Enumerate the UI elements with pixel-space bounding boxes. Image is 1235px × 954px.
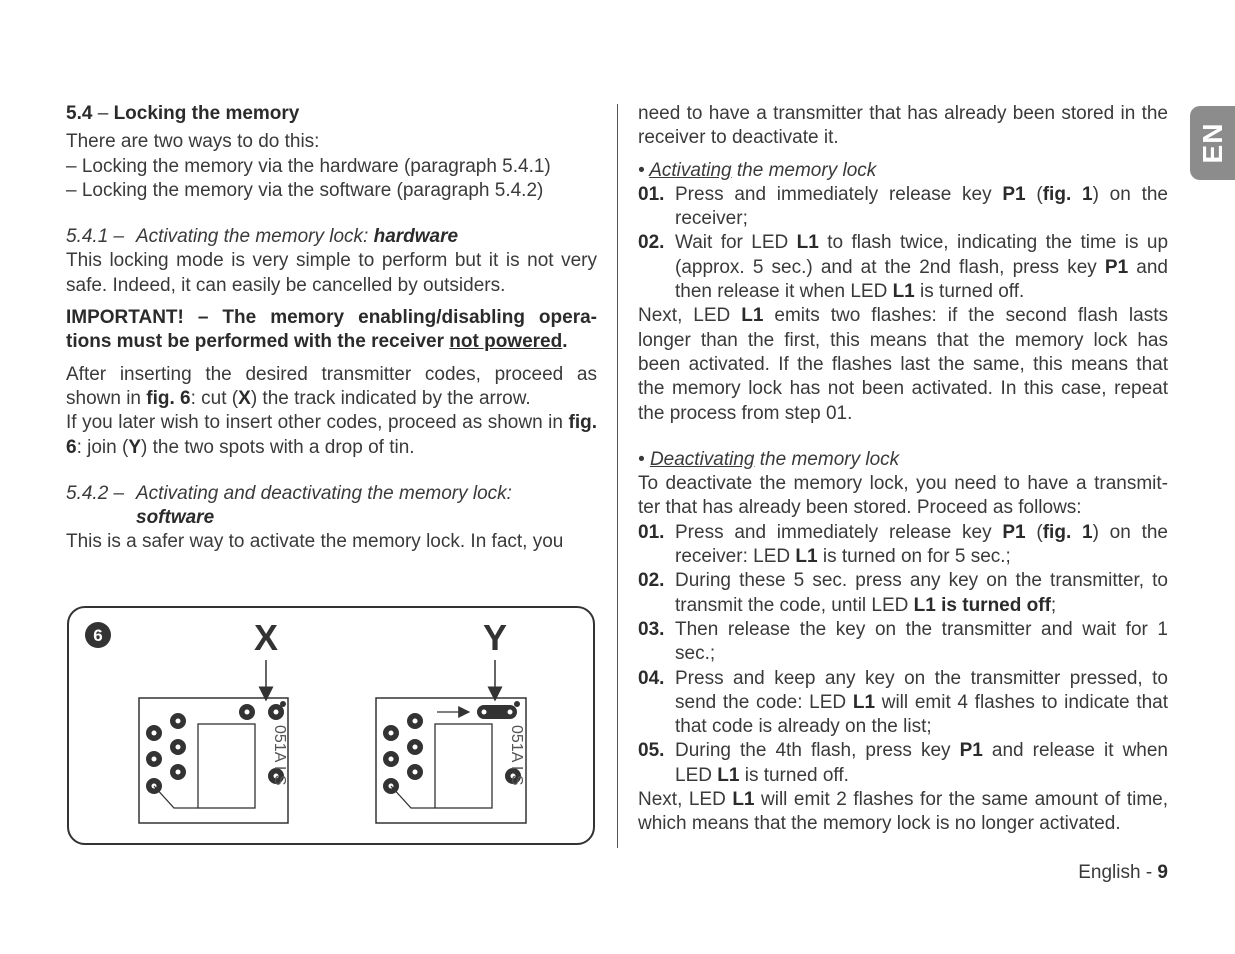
- continued-text: need to have a transmitter that has already been stored in the receiver to deactivate it.: [638, 103, 1168, 149]
- deactivating-heading: • Deactivating the memory lock: [638, 448, 900, 470]
- section-5-4-heading: 5.4 – Locking the memory: [66, 103, 300, 124]
- board-y: [376, 660, 526, 823]
- step-item: 03. Then release the key on the transmitter and wait for 1 sec.;: [638, 618, 1168, 665]
- language-tab: [1190, 106, 1235, 180]
- circuit-diagram: [69, 608, 597, 847]
- step-item: 04. Press and keep any key on the transmitter pressed, to send the code: LED L1 will emit 4 flashes to indicate that that code is already on the list;: [638, 667, 1169, 738]
- way-item: – Locking the memory via the software (paragraph 5.4.2): [66, 179, 544, 201]
- step-item: 02. During these 5 sec. press any key on the transmitter, to transmit the code, until LED L1 is turned off;: [638, 570, 1168, 616]
- activating-heading: • Activating the memory lock: [638, 159, 877, 181]
- next-text-1: Next, LED L1 emits two flashes: if the second flash lasts longer than the first, this means that the memory lock has been activated. If the flashes last the same, this means that the memory lock has not been activated. In this case, repeat the process from step 01.: [638, 305, 1168, 424]
- step-item: 05. During the 4th flash, press key P1 and release it when LED L1 is turned off.: [638, 740, 1168, 786]
- section-5-4-1-text: This locking mode is very simple to perform but it is not very safe. Indeed, it can easily be cancelled by outsiders.: [66, 250, 597, 296]
- page-number: 9: [1157, 862, 1168, 883]
- step-item: 01. Press and immediately release key P1 (fig. 1) on the receiver: LED L1 is turned on for 5 sec.;: [638, 521, 1168, 568]
- language-tab-label: EN: [1196, 122, 1228, 164]
- figure-6: [67, 606, 595, 845]
- intro-text: There are two ways to do this:: [66, 131, 320, 153]
- right-column: [638, 102, 1168, 837]
- board-x-label: 051A I S: [271, 725, 288, 786]
- column-divider: [617, 104, 618, 848]
- board-y-label: 051A I S: [508, 725, 525, 786]
- left-column: [66, 102, 597, 555]
- instructions-text: After inserting the desired transmitter codes, proceed as shown in fig. 6: cut (X) the track indicated by the arrow. If you later wish to insert other codes, proceed as shown in fig. 6: join (Y) the two spots with a drop of tin.: [66, 363, 597, 458]
- way-item: – Locking the memory via the hardware (paragraph 5.4.1): [66, 155, 551, 177]
- step-item: 02. Wait for LED L1 to flash twice, indicating the time is up (approx. 5 sec.) and at the 2nd flash, press key P1 and then release it when LED L1 is turned off.: [638, 232, 1169, 303]
- next-text-2: Next, LED L1 will emit 2 flashes for the same amount of time, which means that the memory lock is no longer activated.: [638, 789, 1168, 835]
- section-5-4-2-text: This is a safer way to activate the memory lock. In fact, you: [66, 531, 564, 553]
- label-x: X: [253, 617, 279, 658]
- label-y: Y: [482, 617, 508, 658]
- board-x: [139, 660, 288, 823]
- important-note: IMPORTANT! – The memory enabling/disabling opera-tions must be performed with the receiver not powered.: [66, 307, 597, 353]
- figure-number: 6: [93, 626, 103, 645]
- section-5-4-2-heading: 5.4.2 – Activating and deactivating the memory lock: software: [66, 482, 512, 529]
- deactivating-intro: To deactivate the memory lock, you need to have a transmit-ter that has already been stored. Proceed as follows:: [638, 473, 1168, 519]
- section-5-4-1-heading: 5.4.1 – Activating the memory lock: hardware: [66, 226, 459, 248]
- page-footer: English - 9: [1078, 862, 1168, 883]
- step-item: 01. Press and immediately release key P1 (fig. 1) on the receiver;: [638, 183, 1168, 230]
